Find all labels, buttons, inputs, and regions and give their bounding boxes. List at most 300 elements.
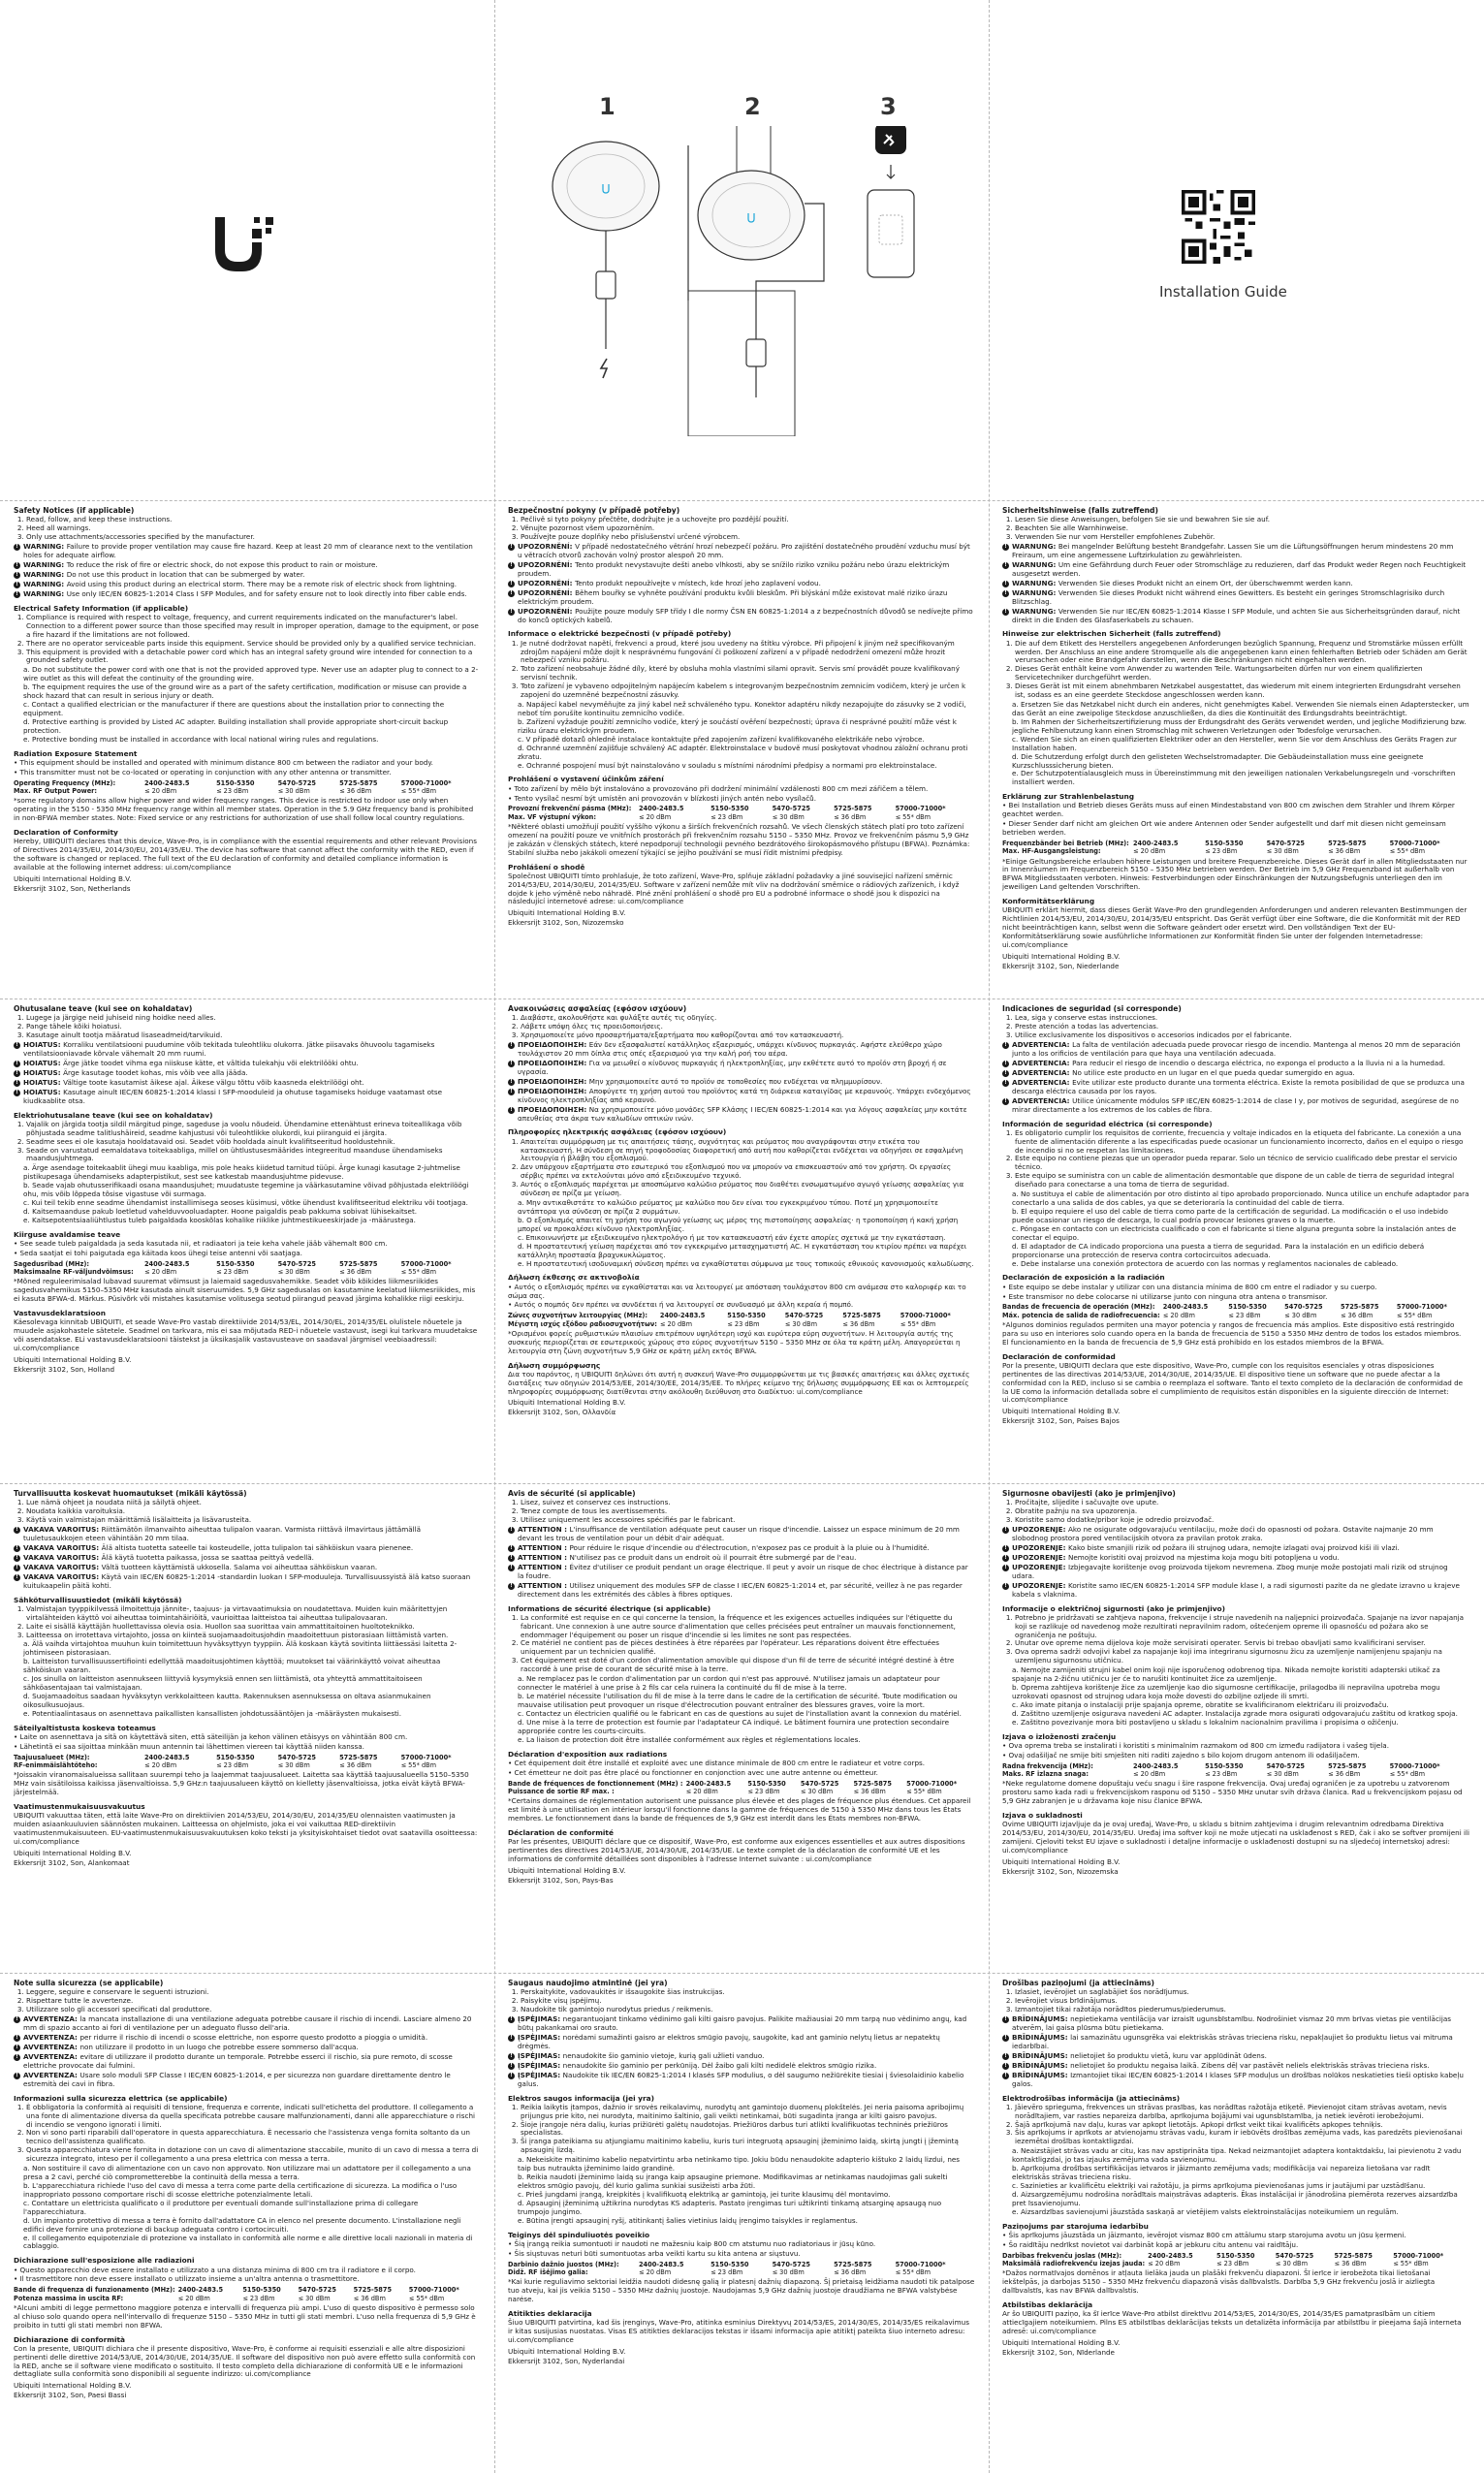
list-item: 3. Utilice exclusivamente los dispositivos o accesorios indicados por el fabricante. xyxy=(1015,1031,1469,1040)
list-item: e. La liaison de protection doit être installée conformément aux règles et réglementations locales. xyxy=(518,1734,861,1744)
warning-text: Να χρησιμοποιείτε μόνο μονάδες SFP Κλάσης I IEC/EN 60825-1:2014 και για λόγους ασφαλείας μην κοιτάτε απευθείας στα άκρα των καλωδίων οπτικών ινών. xyxy=(518,1104,967,1123)
warning-item xyxy=(1002,2015,1469,2033)
freq-value: 5725-5875 xyxy=(339,778,378,787)
list-item: d. Protective earthing is provided by Listed AC adapter. Building installation shall provide appropriate short-circuit backup protection. xyxy=(23,716,449,735)
warning-item xyxy=(508,1041,975,1059)
warning-icon: ! xyxy=(508,2073,515,2079)
freq-value: 5470-5725 xyxy=(800,1779,839,1788)
warning-text: Ärge kasutage toodet kohas, mis võib vee alla jääda. xyxy=(63,1067,248,1077)
list-item: a. Non sostituire il cavo di alimentazione con un cavo non approvato. Non utilizzare mai un adattatore per il collegamento a una presa a 2 cavi, perché ciò comprometterebbe la continuità della messa a terra. xyxy=(23,2164,471,2182)
warning-item xyxy=(14,1041,481,1059)
warning-item xyxy=(1002,589,1469,607)
warning-icon: ! xyxy=(508,2053,515,2060)
list-item: 2. Beachten Sie alle Warnhinweise. xyxy=(1015,524,1469,533)
safety-title: Note sulla sicurezza (se applicabile) xyxy=(14,1979,164,1987)
warning-text: N'utilisez pas ce produit dans un endroit où il pourrait être submergé par de l'eau. xyxy=(569,1552,857,1562)
warning-item xyxy=(1002,561,1469,579)
list-item: • This transmitter must not be co-located or operating in conjunction with any other antenna or transmitter. xyxy=(14,767,392,777)
regulatory-footnote: *Einige Geltungsbereiche erlauben höhere Leistungen und breitere Frequenzbereiche. Dieses Gerät darf in allen Mitgliedsstaaten nur in Innenräumen im Frequenzbereich 5150 – 5350 MHz betrieben werden. Der Betrieb im 5,9 GHz Frequenzband ist außerhalb von BFWA Mitgliedsstaaten verboten. Hinweis: Festverbindungen oder Einschränkungen der Nutzungsbefugnis unterliegen den im jeweiligen Land geltenden Vorschriften. xyxy=(1002,856,1468,892)
power-value: ≤ 36 dBm xyxy=(1328,1769,1361,1778)
warning-label: UPOZORNĚNÍ: xyxy=(518,542,576,552)
warning-icon: ! xyxy=(1002,2053,1009,2060)
list-item: 1. Izlasiet, ievērojiet un saglabājiet šos norādījumus. xyxy=(1015,1988,1469,1997)
electrical-sub-list xyxy=(508,701,975,770)
warning-text: Tento produkt nevystavujte dešti anebo vlhkosti, aby se snížilo riziko vzniku požáru nebo úrazu elektrickým proudem. xyxy=(518,560,950,578)
power-value: ≤ 23 dBm xyxy=(1228,1311,1261,1319)
freq-value: 5470-5725 xyxy=(277,778,317,787)
warning-icon: ! xyxy=(14,1070,20,1077)
freq-value: 5150-5350 xyxy=(216,1753,255,1761)
frequency-table xyxy=(1002,1303,1469,1318)
doc-text: Společnost UBIQUITI tímto prohlašuje, že toto zařízení, Wave-Pro, splňuje základní požadavky a jiné související nařízení směrnic 2014/53/EU, 2014/30/EU, 2014/35/EU. Software v zařízení nemůže mít vliv na dodržování směrnice o rádiových zařízeních, i když dojde k jeho výměně nebo náhradě. Plné znění prohlášení o shodě pro EU a podrobné informace o shodě jsou k dispozici na následující internetové adrese: ui.com/compliance xyxy=(508,871,960,906)
warning-item xyxy=(508,1078,975,1087)
list-item: 3. Ova oprema sadrži odvojivi kabel za napajanje koji ima integriranu sigurnosnu žicu za uzemljenje namijenjenu spajanju na uzemljenu sigurnosnu utičnicu. xyxy=(1015,1648,1469,1665)
safety-steps xyxy=(14,1014,481,1040)
freq-value: 2400-2483.5 xyxy=(143,778,190,787)
freq-value: 5725-5875 xyxy=(834,805,872,813)
safety-steps xyxy=(508,1499,975,1525)
list-item: • Cet équipement doit être installé et exploité avec une distance minimale de 800 cm entre le radiateur et votre corps. xyxy=(508,1758,926,1767)
language-section-cs xyxy=(508,506,975,995)
electrical-list xyxy=(508,1614,975,1674)
electrical-list xyxy=(14,614,481,666)
warning-icon: ! xyxy=(508,1545,515,1552)
warning-label: BRĪDINĀJUMS: xyxy=(1012,2014,1071,2024)
warning-text: Vältä tuotteen käyttämistä ukkosella. Salama voi aiheuttaa sähköiskun vaaran. xyxy=(101,1562,378,1571)
list-item: • Este transmisor no debe colocarse ni utilizarse junto con ninguna otra antena o transmisor. xyxy=(1002,1291,1328,1301)
warning-item xyxy=(1002,2072,1469,2089)
warning-label: WARNING: xyxy=(23,560,67,570)
warning-item xyxy=(508,608,975,625)
warning-item xyxy=(1002,1582,1469,1600)
warning-icon: ! xyxy=(14,1080,20,1087)
warning-label: UPOZORNĚNÍ: xyxy=(518,578,576,587)
power-value: ≤ 55* dBm xyxy=(400,1760,437,1769)
warning-list xyxy=(14,2015,481,2088)
list-item: 2. There are no operator serviceable parts inside this equipment. Service should be provided only by a qualified service technician. xyxy=(26,640,481,649)
list-item: 2. Ievērojiet visus brīdinājumus. xyxy=(1015,1997,1469,2006)
warning-label: ΠΡΟΕΙΔΟΠΟΙΗΣΗ: xyxy=(518,1086,589,1095)
freq-value: 2400-2483.5 xyxy=(1132,840,1179,848)
power-value: ≤ 20 dBm xyxy=(1148,2259,1181,2267)
list-item: 1. Die auf dem Etikett des Herstellers angegebenen Anforderungen bezüglich Spannung, Frequenz und Stromstärke müssen erfüllt werden. Der Anschluss an eine andere Stromquelle als die angegebenen kann einen fehlerhaften Betrieb oder Schäden am Gerät verursachen oder eine Brandgefahr darstellen, wenn die Beschränkungen nicht eingehalten werden. xyxy=(1015,640,1469,666)
warning-item xyxy=(14,1069,481,1078)
radiation-title: Δήλωση έκθεσης σε ακτινοβολία xyxy=(508,1273,640,1283)
list-item: b. El equipo requiere el uso del cable de tierra como parte de la certificación de seguridad. La modificación o el uso indebido puede ocasionar un riesgo de descarga, lo cual podría provocar lesiones graves o la muerte. xyxy=(1012,1207,1448,1224)
list-item: 1. Απαιτείται συμμόρφωση με τις απαιτήσεις τάσης, συχνότητας και ρεύματος που αναγράφονται στην ετικέτα του κατασκευαστή. Η σύνδεση σε πηγή τροφοδοσίας διαφορετική από αυτή που καθορίζεται ενδέχεται να οδηγήσει σε εσφαλμένη λειτουργία ή βλάβη του εξοπλισμού. xyxy=(521,1138,975,1164)
warning-icon: ! xyxy=(508,1079,515,1086)
warning-text: Verwenden Sie dieses Produkt nicht während eines Gewitters. Es besteht ein geringes Stromschlagrisiko durch Blitzschlag. xyxy=(1012,587,1445,606)
power-value: ≤ 20 dBm xyxy=(1132,847,1166,856)
qr-code-icon[interactable] xyxy=(1182,190,1255,264)
power-value: ≤ 20 dBm xyxy=(143,1760,177,1769)
list-item: • Questo apparecchio deve essere installato e utilizzato a una distanza minima di 800 cm tra il radiatore e il corpo. xyxy=(14,2265,416,2274)
warning-text: Naudokite tik IEC/EN 60825-1:2014 I klasės SFP modulius, o dėl saugumo nežiūrėkite tiesiai į šviesolaidinio kabelio galus. xyxy=(518,2070,964,2088)
warning-text: Εάν δεν εξασφαλιστεί κατάλληλος εξαερισμός, υπάρχει κίνδυνος πυρκαγιάς. Αφήστε ελεύθερο χώρο τουλάχιστον 20 mm δίπλα στις οπές εξαερισμού για την καλή ροή του αέρα. xyxy=(518,1040,942,1059)
warning-label: WARNUNG: xyxy=(1012,578,1058,587)
installation-diagram xyxy=(494,126,989,436)
power-value: ≤ 30 dBm xyxy=(784,1319,818,1328)
cover-logo-panel xyxy=(0,0,494,500)
freq-value: 5150-5350 xyxy=(1216,2251,1255,2260)
warning-item xyxy=(1002,543,1469,560)
freq-value: 5150-5350 xyxy=(216,778,255,787)
warning-text: negarantuojant tinkamo vėdinimo gali kilti gaisro pavojus. Palikite mažiausiai 20 mm tarpą nuo vėdinimo angų, kad būtų pakankamai oro srauto. xyxy=(518,2014,967,2033)
list-item: c. Jos sinulla on laitteiston asennukseen liittyviä kysymyksiä ennen sen liittämistä, ota yhteyttä ammattitaitoiseen sähköasentajaan tai valmistajaan. xyxy=(23,1674,423,1693)
warning-item xyxy=(508,1088,975,1105)
warning-icon: ! xyxy=(14,1545,20,1552)
warning-label: ATTENTION : xyxy=(518,1543,570,1553)
warning-icon: ! xyxy=(1002,1098,1009,1105)
safety-steps xyxy=(14,1499,481,1525)
frequency-table xyxy=(14,2286,481,2301)
list-item: c. Contactez un électricien qualifié ou le fabricant en cas de questions au sujet de l'installation avant la connexion du matériel. xyxy=(518,1708,962,1718)
list-item: 1. Read, follow, and keep these instructions. xyxy=(26,516,481,524)
radiation-list xyxy=(508,1284,975,1311)
list-item: 3. Käytä vain valmistajan määrittämiä lisälaitteita ja lisävarusteita. xyxy=(26,1516,481,1525)
safety-title: Turvallisuutta koskevat huomautukset (mikäli käytössä) xyxy=(14,1489,247,1498)
freq-value: 57000-71000* xyxy=(1396,1303,1447,1312)
warning-label: ΠΡΟΕΙΔΟΠΟΙΗΣΗ: xyxy=(518,1104,589,1114)
warning-list xyxy=(14,543,481,599)
electrical-title: Información de seguridad eléctrica (si corresponde) xyxy=(1002,1119,1213,1128)
list-item: 3. This equipment is provided with a detachable power cord which has an integral safety ground wire intended for connection to a grounded safety outlet. xyxy=(26,649,481,666)
safety-title: Ohutusalane teave (kui see on kohaldatav) xyxy=(14,1004,193,1013)
list-item: 1. Es obligatorio cumplir los requisitos de corriente, frecuencia y voltaje indicados en la etiqueta del fabricante. La conexión a una fuente de alimentación diferente a las especificadas puede ocasionar un funcionamiento incorrecto, daños en el equipo o riesgo de incendio si no se respetan las limitaciones. xyxy=(1015,1129,1469,1156)
doc-title: Declaración de conformidad xyxy=(1002,1351,1116,1361)
warning-label: UPOZORNĚNÍ: xyxy=(518,560,576,570)
power-value: ≤ 30 dBm xyxy=(298,2294,331,2302)
list-item: e. Protective bonding must be installed in accordance with local national wiring rules and regulations. xyxy=(23,734,379,744)
electrical-sub-list xyxy=(1002,2147,1469,2216)
power-label: RF-enimmäislähtöteho: xyxy=(14,1760,98,1769)
power-value: ≤ 23 dBm xyxy=(1205,847,1238,856)
company-address xyxy=(14,1356,481,1375)
list-item: d. Suojamaadoitus saadaan hyväksytyn verkkolaitteen kautta. Rakennuksen asennuksessa on oltava asianmukainen oikosulkusuojaus. xyxy=(23,1692,431,1709)
warning-text: Bei mangelnder Belüftung besteht Brandgefahr. Lassen Sie um die Lüftungsöffnungen herum mindestens 20 mm Freiraum, um eine angemessene Luftzirkulation zu gewährleisten. xyxy=(1012,542,1454,560)
doc-title: Vastavusdeklaratsioon xyxy=(14,1308,106,1317)
freq-value: 5470-5725 xyxy=(1284,1303,1323,1312)
warning-icon: ! xyxy=(14,1061,20,1067)
safety-title: Sicherheitshinweise (falls zutreffend) xyxy=(1002,506,1158,515)
doc-text: Ovime UBIQUITI izjavljuje da je ovaj uređaj, Wave-Pro, u skladu s bitnim zahtjevima i drugim relevantnim odredbama Direktiva 2014/53/EU, 2014/30/EU, 2014/35/EU. Uređaj ima softver koji ne može utjecati na usklađenost s RED, čak i ako se softver promijeni ili zamijeni. Cjeloviti tekst EU izjave o sukladnosti i detaljne informacije o usklađenosti dostupni su na sljedećoj internetskoj adresi: ui.com/compliance xyxy=(1002,1820,1469,1855)
fold-line-horizontal-1 xyxy=(0,500,1484,501)
warning-text: Usare solo moduli SFP Classe I IEC/EN 60825-1:2014, e per sicurezza non guardare direttamente dentro le estremità dei cavi in fibra. xyxy=(23,2070,451,2088)
warning-icon: ! xyxy=(14,572,20,579)
list-item: b. Seade vajab ohutusserifikaadi osana maandusjuhet; muudatuste tegemine ja väärkasutamine võivad põhjustada elektrilöögi ohu, mis võib lõppeda tõsise vigastuse või surmaga. xyxy=(23,1181,469,1199)
warning-icon: ! xyxy=(508,590,515,597)
warning-label: ΠΡΟΕΙΔΟΠΟΙΗΣΗ: xyxy=(518,1076,589,1086)
list-item: Ekkersrijt 3102, Son, Nizozemska xyxy=(1002,1866,1119,1876)
cover-illustration-panel xyxy=(494,0,989,500)
freq-value: 57000-71000* xyxy=(400,778,452,787)
warning-label: ĮSPĖJIMAS: xyxy=(518,2050,563,2060)
safety-title: Saugaus naudojimo atmintinė (jei yra) xyxy=(508,1979,668,1987)
warning-item xyxy=(14,543,481,560)
list-item: 3. Šis aprīkojums ir aprīkots ar atvienojamu strāvas vadu, kuram ir iebūvēts drošības zemējuma vads, kas paredzēts pievienošanai iezemētai drošības kontaktligzdai. xyxy=(1015,2129,1469,2146)
freq-value: 5470-5725 xyxy=(277,1259,317,1268)
warning-label: AVVERTENZA: xyxy=(23,2051,80,2061)
list-item: • Ovaj odašiljač ne smije biti smješten niti raditi zajedno s bilo kojom drugom antenom ili odašiljačem. xyxy=(1002,1750,1360,1760)
power-value: ≤ 23 dBm xyxy=(1216,2259,1249,2267)
power-value: ≤ 36 dBm xyxy=(353,2294,386,2302)
freq-value: 5150-5350 xyxy=(747,1779,786,1788)
power-value: ≤ 36 dBm xyxy=(1341,1311,1373,1319)
list-item: 3. Seade on varustatud eemaldatava toitekaabliga, millel on ühtlustusesmäärides integreeritud maanduse ühendamiseks maandusjuhtmega. xyxy=(26,1147,481,1164)
power-value: ≤ 30 dBm xyxy=(277,1760,310,1769)
list-item: c. Póngase en contacto con un electricista cualificado o con el fabricante si tiene alguna pregunta sobre la instalación antes de conectar el equipo. xyxy=(1012,1223,1457,1242)
list-item: b. Laitteiston turvallisuussertifiointi edellyttää maadoitusjohtimen käyttöä; muutokset tai väärinkäyttö voivat aiheuttaa sähköiskun vaaran. xyxy=(23,1657,441,1675)
electrical-sub-list xyxy=(508,2156,975,2225)
warning-text: nelietojiet šo produktu negaisa laikā. Zibens dēļ var pastāvēt neliels elektriskās strāvas trieciena risks. xyxy=(1070,2060,1430,2070)
list-item: 2. Non vi sono parti riparabili dall'operatore in questa apparecchiatura. È necessario che l'assistenza venga fornita soltanto da un tecnico dell'assistenza qualificato. xyxy=(26,2129,481,2146)
warning-label: WARNUNG: xyxy=(1012,560,1058,570)
warning-icon: ! xyxy=(1002,562,1009,569)
regulatory-footnote: *Dažos normatīvajos domēnos ir atļauta lielāka jauda un plašāki frekvenču diapazoni. Šī ierīce ir ierobežota tikai lietošanai iekštelpās, ja darbojas 5150 – 5350 MHz frekvenču diapazonā visās dalībvalstīs. Darbība 5,9 GHz frekvenču joslā ir aizliegta dalībvalstīs, kas nav BFWA dalībvalstis. xyxy=(1002,2268,1436,2295)
warning-label: ĮSPĖJIMAS: xyxy=(518,2033,563,2043)
radiation-list xyxy=(508,2240,975,2259)
list-item: • This equipment should be installed and operated with minimum distance 800 cm between the radiator and your body. xyxy=(14,757,433,767)
list-item: • Este equipo se debe instalar y utilizar con una distancia mínima de 800 cm entre el radiador y su cuerpo. xyxy=(1002,1282,1377,1291)
warning-list xyxy=(1002,2015,1469,2088)
warning-icon: ! xyxy=(14,2016,20,2023)
warning-icon: ! xyxy=(508,1089,515,1095)
warning-label: ΠΡΟΕΙΔΟΠΟΙΗΣΗ: xyxy=(518,1059,589,1068)
warning-item xyxy=(508,1060,975,1077)
list-item: • Il trasmettitore non deve essere installato o utilizzato insieme a un'altra antenna o trasmettitore. xyxy=(14,2274,360,2284)
electrical-title: Electrical Safety Information (if applicable) xyxy=(14,603,189,613)
freq-label: Operating Frequency (MHz): xyxy=(14,778,116,787)
warning-item xyxy=(14,2034,481,2043)
warning-icon: ! xyxy=(508,562,515,569)
radiation-list xyxy=(14,2267,481,2285)
power-value: ≤ 20 dBm xyxy=(638,812,672,821)
radiation-list xyxy=(14,759,481,777)
warning-label: ĮSPĖJIMAS: xyxy=(518,2060,563,2070)
list-item: 2. Δεν υπάρχουν εξαρτήματα στο εσωτερικό του εξοπλισμού που να μπορούν να επισκευαστούν από τον χρήστη. Οι εργασίες σέρβις πρέπει να εκτελούνται μόνο από εξειδικευμένο τεχνικό. xyxy=(521,1163,975,1181)
doc-title: Izjava o sukladnosti xyxy=(1002,1810,1083,1820)
list-item: 3. Kasutage ainult tootja määratud lisaseadmeid/tarvikuid. xyxy=(26,1031,481,1040)
radiation-list xyxy=(1002,802,1469,838)
warning-item xyxy=(508,561,975,579)
freq-value: 57000-71000* xyxy=(400,1753,452,1761)
freq-value: 57000-71000* xyxy=(895,2260,946,2268)
doc-text: Por la presente, UBIQUITI declara que este dispositivo, Wave-Pro, cumple con los requisitos esenciales y otras disposiciones pertinentes de las directivas 2014/53/UE, 2014/30/UE, 2014/35/UE. El dispositivo tiene un software que no puede afectar a la conformidad con la RED, incluso si se cambia o reemplaza el software. Tanto el texto completo de la declaración de conformidad de la UE como la información detallada sobre el cumplimiento de requisitos están disponibles en la siguiente dirección de Internet: ui.com/compliance xyxy=(1002,1360,1464,1405)
warning-text: No utilice este producto en un lugar en el que pueda quedar sumergido en agua. xyxy=(1072,1067,1355,1077)
power-value: ≤ 30 dBm xyxy=(277,786,310,795)
list-item: 1. Lugege ja järgige neid juhiseid ning hoidke need alles. xyxy=(26,1014,481,1023)
warning-label: WARNING: xyxy=(23,588,67,598)
list-item: d. Η προστατευτική γείωση παρέχεται από τον εγκεκριμένο μετασχηματιστή AC. Η εγκατάσταση του κτιρίου πρέπει να παρέχει κατάλληλη προστασία βραχυκυκλώματος. xyxy=(518,1241,967,1259)
warning-label: VAKAVA VAROITUS: xyxy=(23,1543,102,1553)
freq-value: 2400-2483.5 xyxy=(638,2260,684,2268)
freq-value: 2400-2483.5 xyxy=(177,2286,224,2295)
electrical-list xyxy=(508,640,975,700)
electrical-title: Informacije o električnoj sigurnosti (ako je primjenjivo) xyxy=(1002,1603,1226,1613)
warning-item xyxy=(1002,1041,1469,1059)
warning-text: Verwenden Sie nur IEC/EN 60825-1:2014 Klasse I SFP Module, und achten Sie aus Sicherheitsgründen darauf, nicht direkt in die Enden des Glasfaserkabels zu schauen. xyxy=(1012,606,1461,624)
power-label: Potenza massima in uscita RF: xyxy=(14,2294,124,2302)
list-item: a. Ne remplacez pas le cordon d'alimentation par un cordon qui n'est pas approuvé. N'utilisez jamais un adaptateur pour connecter le matériel à une prise à 2 fils car cela ruinera la continuité du fil de mise à la terre. xyxy=(518,1674,940,1693)
warning-item xyxy=(14,1554,481,1563)
frequency-table xyxy=(508,1312,975,1327)
doc-title: Atitikties deklaracija xyxy=(508,2308,592,2318)
electrical-sub-list xyxy=(14,666,481,744)
freq-value: 2400-2483.5 xyxy=(638,805,684,813)
list-item: Ubiquiti International Holding B.V. xyxy=(1002,2337,1121,2347)
warning-label: VAKAVA VAROITUS: xyxy=(23,1552,102,1562)
list-item: d. Un impianto protettivo di messa a terra è fornito dall'adattatore CA in elenco nel presente documento. L'installazione negli edifici deve fornire una protezione di backup adeguata contro i cortocircuiti. xyxy=(23,2215,461,2234)
freq-label: Provozní frekvenční pásma (MHz): xyxy=(508,805,632,813)
warning-item xyxy=(14,1089,481,1106)
warning-icon: ! xyxy=(14,562,20,569)
power-value: ≤ 20 dBm xyxy=(143,786,177,795)
electrical-sub-list xyxy=(1002,1666,1469,1727)
warning-icon: ! xyxy=(1002,1583,1009,1590)
radiation-list xyxy=(508,785,975,804)
warning-list xyxy=(508,543,975,624)
radiation-list xyxy=(14,1733,481,1752)
power-value: ≤ 20 dBm xyxy=(659,1319,693,1328)
warning-icon: ! xyxy=(14,2045,20,2051)
warning-item xyxy=(508,1564,975,1581)
warning-label: HOIATUS: xyxy=(23,1059,64,1068)
warning-item xyxy=(14,1573,481,1591)
warning-icon: ! xyxy=(508,2016,515,2023)
regulatory-footnote: *Certains domaines de réglementation autorisent une puissance plus élevée et des plages de fréquence plus étendues. Cet appareil est limité à une utilisation en intérieur lorsqu'il fonctionne dans la gamme de fréquences de 5150 à 5350 MHz dans tous les États membres. Le fonctionnement dans la bande de fréquences de 5,9 GHz est interdit dans les États membres non-BFWA. xyxy=(508,1795,971,1823)
electrical-list xyxy=(14,1605,481,1640)
safety-steps xyxy=(508,516,975,542)
power-value: ≤ 55* dBm xyxy=(400,786,437,795)
doc-title: Δήλωση συμμόρφωσης xyxy=(508,1360,601,1370)
radiation-title: Déclaration d'exposition aux radiations xyxy=(508,1749,668,1759)
regulatory-footnote: *Ορισμένοι φορείς ρυθμιστικών πλαισίων επιτρέπουν υψηλότερη ισχύ και ευρύτερα εύρη συχνοτήτων. Η λειτουργία αυτής της συσκευής περιορίζεται σε εσωτερικούς χώρους στο εύρος συχνοτήτων 5150 – 5350 MHz σε όλα τα κράτη μέλη. Απαγορεύεται η λειτουργία στη ζώνη συχνοτήτων 5,9 GHz σε κράτη μέλη εκτός BFWA. xyxy=(508,1328,961,1355)
warning-icon: ! xyxy=(14,591,20,598)
company-address xyxy=(14,2382,481,2400)
warning-item xyxy=(508,1526,975,1543)
warning-label: ĮSPĖJIMAS: xyxy=(518,2014,563,2024)
list-item: b. The equipment requires the use of the ground wire as a part of the safety certification, modification or misuse can provide a shock hazard that can result in serious injury or death. xyxy=(23,682,467,701)
power-label: Máx. potencia de salida de radiofrecuencia: xyxy=(1002,1311,1160,1319)
warning-text: Verwenden Sie dieses Produkt nicht an einem Ort, der überschwemmt werden kann. xyxy=(1058,578,1353,587)
warning-text: La falta de ventilación adecuada puede provocar riesgo de incendio. Mantenga al menos 20 mm de separación junto a los orificios de ventilación para que haya una ventilación adecuada. xyxy=(1012,1040,1461,1059)
warning-item xyxy=(14,1544,481,1553)
warning-text: Μην χρησιμοποιείτε αυτό το προϊόν σε τοποθεσίες που ενδέχεται να πλημμυρίσουν. xyxy=(588,1076,883,1086)
warning-icon: ! xyxy=(14,2054,20,2061)
warning-label: UPOZORNĚNÍ: xyxy=(518,587,576,597)
warning-item xyxy=(508,2015,975,2033)
list-item: 2. Laite ei sisällä käyttäjän huollettavissa olevia osia. Huollon saa suorittaa vain ammattitaitoinen huoltoteknikko. xyxy=(26,1623,481,1632)
warning-icon: ! xyxy=(508,1527,515,1534)
list-item: 1. Pročitajte, slijedite i sačuvajte ove upute. xyxy=(1015,1499,1469,1507)
power-value: ≤ 23 dBm xyxy=(216,786,249,795)
radiation-list xyxy=(14,1240,481,1258)
freq-value: 5150-5350 xyxy=(216,1259,255,1268)
frequency-table xyxy=(1002,840,1469,855)
radiation-list xyxy=(508,1760,975,1778)
list-item: Ekkersrijt 3102, Son, Niederlande xyxy=(1002,961,1120,970)
warning-icon: ! xyxy=(1002,2063,1009,2070)
freq-value: 5470-5725 xyxy=(298,2286,336,2295)
frequency-table xyxy=(1002,1762,1469,1778)
doc-text: Hereby, UBIQUITI declares that this device, Wave-Pro, is in compliance with the essential requirements and other relevant Provisions of Directives 2014/35/EU, 2014/30/EU, 2014/35/EU. The device has software that cannot affect the conformity with the RED, even if the software is changed or replaced. The full text of the EU declaration of conformity and detailed compliance information is available at the following internet address: ui.com/compliance xyxy=(14,837,477,872)
warning-icon: ! xyxy=(508,581,515,587)
freq-value: 5150-5350 xyxy=(242,2286,281,2295)
radiation-title: Dichiarazione sull'esposizione alle radiazioni xyxy=(14,2256,195,2266)
language-section-de xyxy=(1002,506,1469,995)
company-address xyxy=(1002,1408,1469,1426)
warning-item xyxy=(14,2044,481,2052)
language-section-es xyxy=(1002,1004,1469,1479)
doc-title: Declaration of Conformity xyxy=(14,827,118,837)
warning-icon: ! xyxy=(508,1583,515,1590)
warning-label: ATTENTION : xyxy=(518,1580,570,1590)
regulatory-footnote: *some regulatory domains allow higher power and wider frequency ranges. This device is restricted to indoor use only when operating in the 5150 - 5350 MHz frequency range within all member states. Operation in the 5.9 GHz frequency band is prohibited in non-BFWA member states. Note: Fixed service or any restrictions for authorization of use shall follow local country regulations. xyxy=(14,796,474,822)
list-item: 1. Pečlivě si tyto pokyny přečtěte, dodržujte je a uchovejte pro pozdější použití. xyxy=(521,516,975,524)
list-item: 3. Toto zařízení je vybaveno odpojitelným napájecím kabelem s integrovaným bezpečnostním zemnicím vodičem, který je určen k zapojení do uzemněné bezpečnostní zásuvky. xyxy=(521,682,975,700)
electrical-list xyxy=(14,1121,481,1164)
power-value: ≤ 23 dBm xyxy=(216,1760,249,1769)
list-item: Ekkersrijt 3102, Son, Holland xyxy=(14,1364,115,1374)
power-value: ≤ 20 dBm xyxy=(638,2267,672,2276)
warning-item xyxy=(1002,1079,1469,1096)
freq-value: 5150-5350 xyxy=(710,805,749,813)
freq-value: 5470-5725 xyxy=(772,805,811,813)
warning-label: ATTENTION : xyxy=(518,1525,570,1535)
power-value: ≤ 36 dBm xyxy=(339,1760,372,1769)
doc-title: Déclaration de conformité xyxy=(508,1827,614,1837)
list-item: 3. Používejte pouze doplňky nebo příslušenství určené výrobcem. xyxy=(521,533,975,542)
list-item: c. Wenden Sie sich an einen qualifizierten Elektriker oder an den Hersteller, wenn Sie vor dem Anschluss des Geräts Fragen zur Installation haben. xyxy=(1012,734,1457,752)
guide-title: Installation Guide xyxy=(1159,283,1287,301)
warning-text: Izbjegavajte korištenje ovog proizvoda tijekom nevremena. Zbog munje može postojati mali rizik od strujnog udara. xyxy=(1012,1562,1448,1580)
list-item: 2. Obratite pažnju na sva upozorenja. xyxy=(1015,1507,1469,1516)
frequency-table xyxy=(508,805,975,820)
warning-label: AVVERTENZA: xyxy=(23,2070,80,2079)
list-item: a. Älä vaihda virtajohtoa muuhun kuin toimitettuun hyväksyttyyn tyyppiin. Älä koskaan käytä sovitinta liittäessäsi laitetta 2-johtimiseen pistorasiaan. xyxy=(23,1639,458,1658)
list-item: 2. Toto zařízení neobsahuje žádné díly, které by obsluha mohla vlastními silami opravit. Servis smí provádět pouze kvalifikovaný servisní technik. xyxy=(521,665,975,682)
list-item: 1. Lea, siga y conserve estas instrucciones. xyxy=(1015,1014,1469,1023)
power-value: ≤ 55* dBm xyxy=(906,1787,942,1795)
list-item: d. Kaitsemaanduse pakub loetletud vahelduvvooluadapter. Hoone paigaldis peab pakkuma sobivat lühisekaitset. xyxy=(23,1207,418,1217)
warning-icon: ! xyxy=(14,1565,20,1571)
list-item: Ekkersrijt 3102, Son, Netherlands xyxy=(14,883,131,893)
warning-list xyxy=(508,1041,975,1123)
company-address xyxy=(1002,953,1469,971)
safety-steps xyxy=(508,1014,975,1040)
power-value: ≤ 30 dBm xyxy=(1266,1769,1299,1778)
list-item: Ubiquiti International Holding B.V. xyxy=(1002,1407,1121,1416)
company-address xyxy=(14,875,481,894)
regulatory-footnote: *Mõned reguleerimisalad lubavad suuremat võimsust ja laiemaid sagedusvahemikke. Seadet võib kõikides liikmesriikides sagedusvahemikus 5150–5350 MHz kasutada ainult siseruumides. 5,9 GHz sagedusalas on kasutamine keelatud liikmesriikides, mis ei kasuta BFWA-d. Märkus. Püsivõrk või mistahes kasutamise volitusega seotud piirangud peavad järgima kohalikke riigi eeskirju. xyxy=(14,1277,476,1304)
warning-item xyxy=(508,2052,975,2061)
electrical-title: Πληροφορίες ηλεκτρικής ασφάλειας (εφόσον ισχύουν) xyxy=(508,1127,727,1137)
freq-label: Taajuusalueet (MHz): xyxy=(14,1753,90,1761)
warning-text: Utilice únicamente módulos SFP IEC/EN 60825-1:2014 de clase I y, por motivos de seguridad, asegúrese de no mirar directamente a los extremos de los cables de fibra. xyxy=(1012,1095,1459,1114)
safety-steps xyxy=(14,1988,481,2014)
list-item: e. Il collegamento equipotenziale di protezione va installato in conformità alle norme e alle direttive locali nazionali in materia di cablaggio. xyxy=(23,2233,473,2251)
warning-text: nenaudokite šio gaminio vietoje, kurią gali užlieti vanduo. xyxy=(562,2050,765,2060)
warning-item xyxy=(1002,1097,1469,1115)
electrical-sub-list xyxy=(14,2165,481,2251)
freq-value: 2400-2483.5 xyxy=(1162,1303,1209,1312)
power-value: ≤ 23 dBm xyxy=(1205,1769,1238,1778)
list-item: • Toto zařízení by mělo být instalováno a provozováno při dodržení minimální vzdálenosti 800 cm mezi zářičem a tělem. xyxy=(508,783,929,793)
doc-text: Ar šo UBIQUITI paziņo, ka šī ierīce Wave-Pro atbilst direktīvu 2014/53/ES, 2014/30/ES, 2014/35/ES pamatprasībām un citiem attiecīgajiem noteikumiem. Pilns ES atbilstības deklarācijas teksts un detalizēta informācija par atbilstību ir pieejama šajā interneta adresē: ui.com/compliance xyxy=(1002,2309,1462,2335)
radiation-list xyxy=(1002,1742,1469,1760)
warning-text: nelietojiet šo produktu vietā, kuru var applūdināt ūdens. xyxy=(1070,2050,1267,2060)
list-item: 1. Leggere, seguire e conservare le seguenti istruzioni. xyxy=(26,1988,481,1997)
